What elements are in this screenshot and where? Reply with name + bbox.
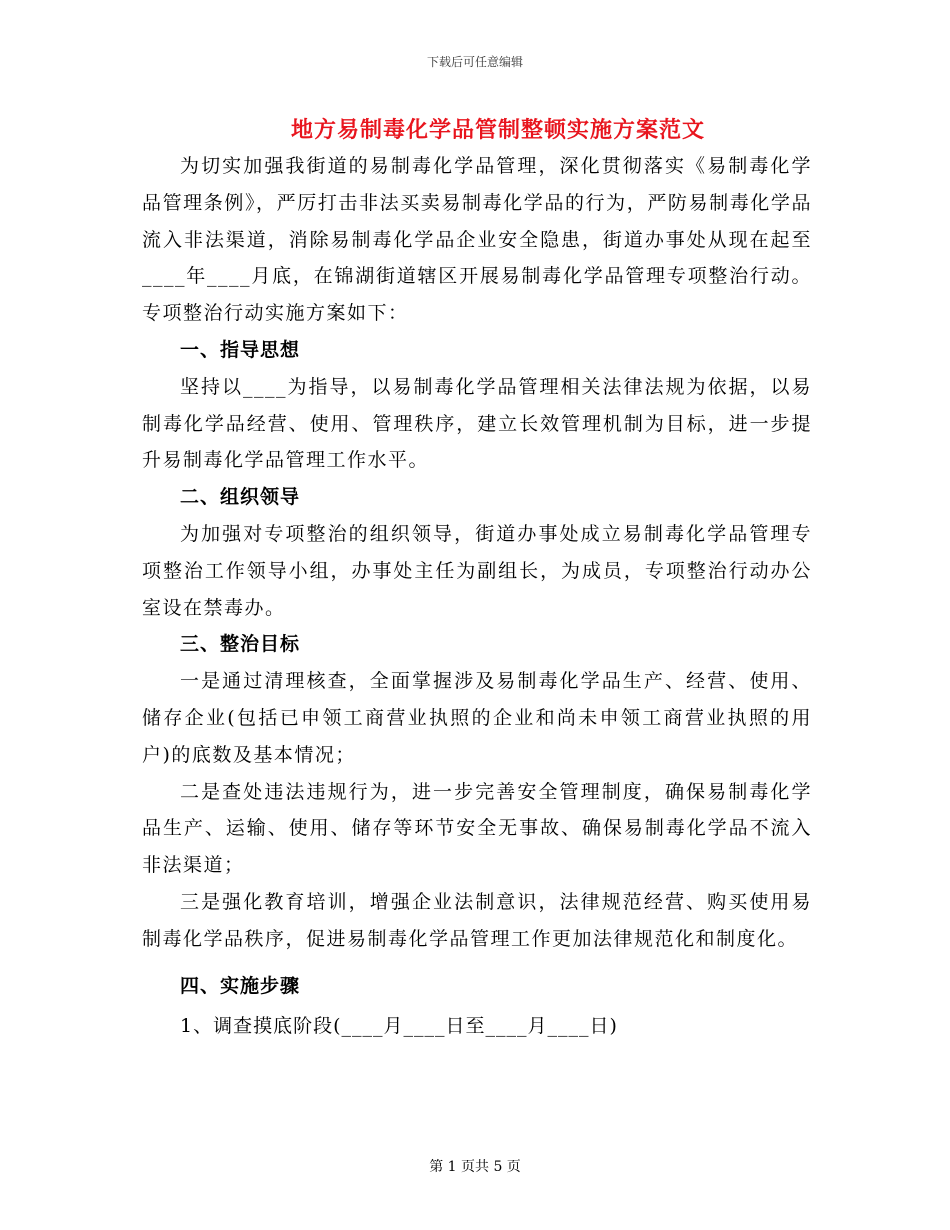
intro-paragraph: 为切实加强我街道的易制毒化学品管理，深化贯彻落实《易制毒化学品管理条例》，严厉打击非法买卖易制毒化学品的行为，严防易制毒化学品流入非法渠道，消除易制毒化学品企业安全隐患，街道办事处从现在起至____年____月底，在锦湖街道辖区开展易制毒化学品管理专项整治行动。专项整治行动实施方案如下： — [142, 155, 812, 325]
document-title: 地方易制毒化学品管制整顿实施方案范文 — [290, 118, 705, 143]
step-1-line: 1、调查摸底阶段(____月____日至____月____日) — [180, 1015, 618, 1038]
document-body — [142, 148, 812, 1045]
section-heading-guiding-ideology: 一、指导思想 — [180, 338, 301, 361]
guiding-ideology-paragraph: 坚持以____为指导，以易制毒化学品管理相关法律法规为依据，以易制毒化学品经营、使用、管理秩序，建立长效管理机制为目标，进一步提升易制毒化学品管理工作水平。 — [142, 375, 812, 472]
organization-paragraph: 为加强对专项整治的组织领导，街道办事处成立易制毒化学品管理专项整治工作领导小组，办事处主任为副组长，为成员，专项整治行动办公室设在禁毒办。 — [142, 522, 812, 619]
section-heading-steps: 四、实施步骤 — [180, 974, 301, 997]
header-note: 下载后可任意编辑 — [426, 55, 523, 69]
section-heading-organization: 二、组织领导 — [180, 486, 301, 509]
section-heading-goals: 三、整治目标 — [180, 633, 301, 656]
page-number: 第 1 页共 5 页 — [429, 1159, 521, 1175]
goal-paragraph-2: 二是查处违法违规行为，进一步完善安全管理制度，确保易制毒化学品生产、运输、使用、储存等环节安全无事故、确保易制毒化学品不流入非法渠道； — [142, 780, 812, 877]
goal-paragraph-1: 一是通过清理核查，全面掌握涉及易制毒化学品生产、经营、使用、储存企业(包括已申领工商营业执照的企业和尚未申领工商营业执照的用户)的底数及基本情况； — [142, 670, 812, 766]
goal-paragraph-3: 三是强化教育培训，增强企业法制意识，法律规范经营、购买使用易制毒化学品秩序，促进易制毒化学品管理工作更加法律规范化和制度化。 — [142, 890, 812, 950]
